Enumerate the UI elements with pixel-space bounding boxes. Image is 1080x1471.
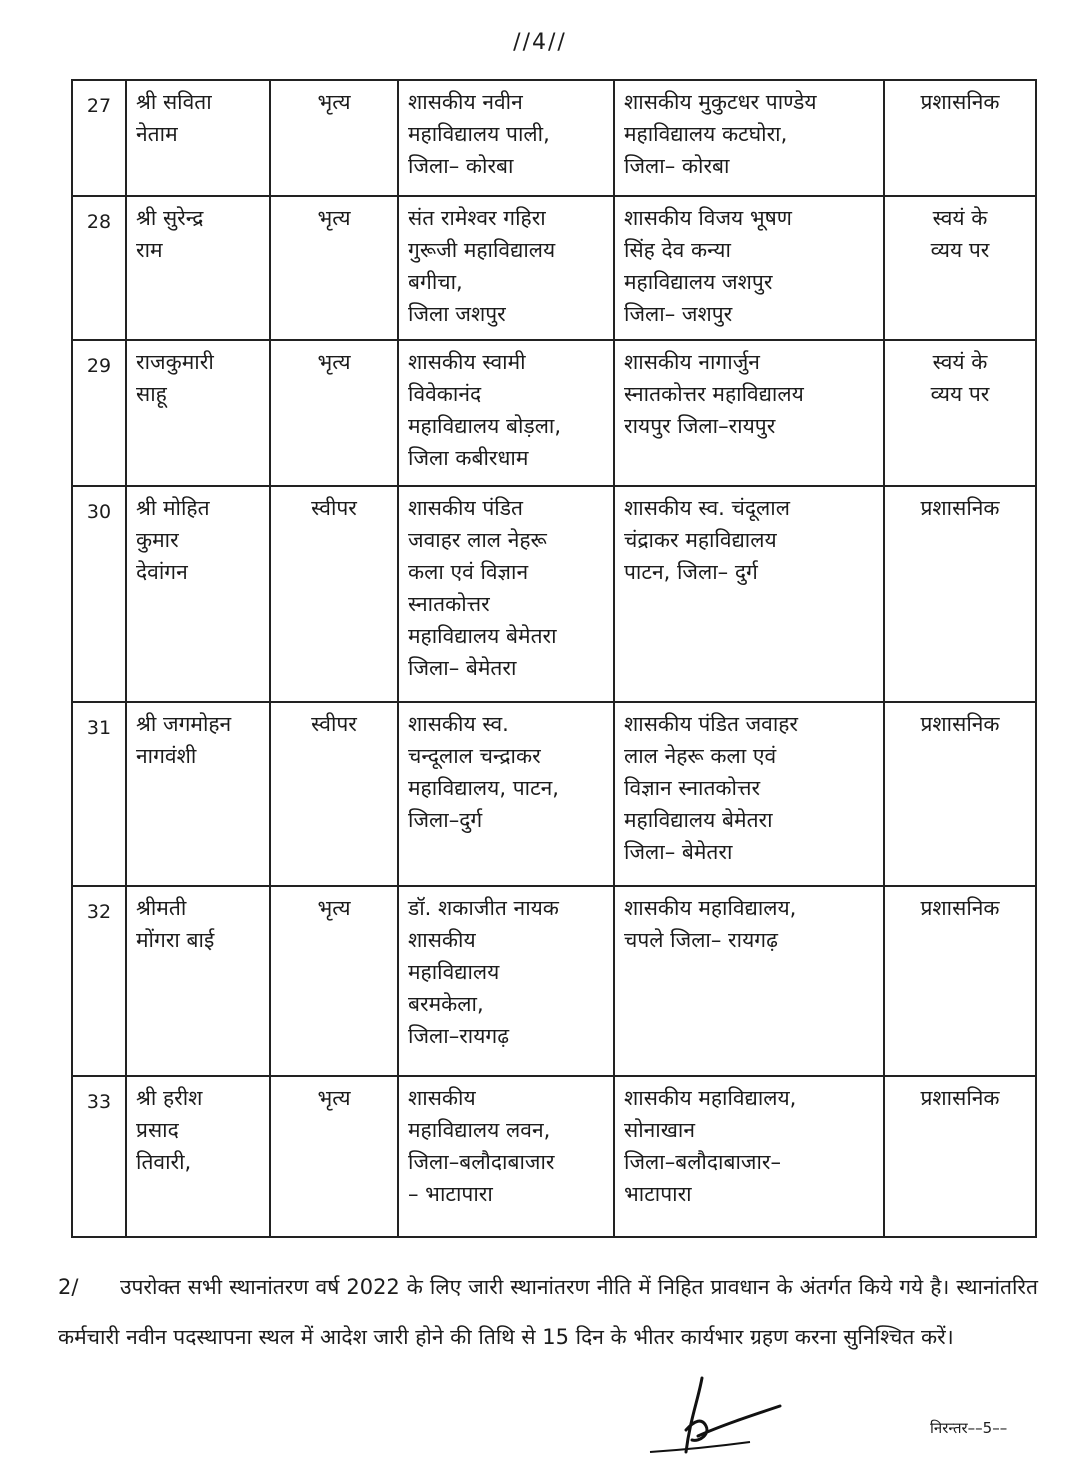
table-column-border <box>71 80 73 1237</box>
table-row-border <box>71 79 1037 81</box>
table-cell-from: शासकीय स्व. चन्दूलाल चन्द्राकर महाविद्यालय, पाटन, जिला–दुर्ग <box>408 712 559 832</box>
table-cell-name: श्री सुरेन्द्र राम <box>136 206 204 262</box>
table-cell-post: स्वीपर <box>311 496 357 520</box>
table-column-border <box>269 80 271 1237</box>
table-cell-name: राजकुमारी साहू <box>136 350 214 406</box>
table-cell-serial: 32 <box>86 901 112 923</box>
table-cell-serial: 31 <box>86 717 112 739</box>
table-cell-reason: प्रशासनिक <box>920 496 1000 520</box>
table-cell-name: श्री जगमोहन नागवंशी <box>136 712 232 768</box>
table-cell-name: श्रीमती मोंगरा बाई <box>136 896 215 952</box>
table-cell-name: श्री सविता नेताम <box>136 90 212 146</box>
table-cell-from: शासकीय स्वामी विवेकानंद महाविद्यालय बोड़ला, जिला कबीरधाम <box>408 350 562 470</box>
table-column-border <box>883 80 885 1237</box>
table-cell-reason: प्रशासनिक <box>920 896 1000 920</box>
table-cell-post: भृत्य <box>317 206 351 230</box>
table-cell-post: भृत्य <box>317 350 351 374</box>
order-paragraph <box>58 1262 1038 1362</box>
table-cell-reason: प्रशासनिक <box>920 90 1000 114</box>
table-row-border <box>71 701 1037 703</box>
table-cell-to: शासकीय विजय भूषण सिंह देव कन्या महाविद्यालय जशपुर जिला– जशपुर <box>624 206 792 326</box>
table-cell-post: स्वीपर <box>311 712 357 736</box>
table-cell-to: शासकीय महाविद्यालय, सोनाखान जिला–बलौदाबाजार– भाटापारा <box>624 1086 797 1206</box>
table-row-border <box>71 1236 1037 1238</box>
paragraph-text: उपरोक्त सभी स्थानांतरण वर्ष 2022 के लिए जारी स्थानांतरण नीति में निहित प्रावधान के अंतर्गत किये गये है। स्थानांतरित कर्मचारी नवीन पदस्थापना स्थल में आदेश जारी होने की तिथि से 15 दिन के भीतर कार्यभार ग्रहण करना सुनिश्चित करें। <box>58 1275 1038 1349</box>
table-cell-post: भृत्य <box>317 90 351 114</box>
table-cell-reason: प्रशासनिक <box>920 712 1000 736</box>
table-cell-reason: स्वयं के व्यय पर <box>930 350 990 406</box>
table-cell-post: भृत्य <box>317 1086 351 1110</box>
table-cell-to: शासकीय मुकुटधर पाण्डेय महाविद्यालय कटघोरा, जिला– कोरबा <box>624 90 817 178</box>
table-row-border <box>71 339 1037 341</box>
table-cell-from: शासकीय नवीन महाविद्यालय पाली, जिला– कोरबा <box>408 90 550 178</box>
table-cell-to: शासकीय स्व. चंदूलाल चंद्राकर महाविद्यालय पाटन, जिला– दुर्ग <box>624 496 790 584</box>
table-cell-serial: 33 <box>86 1091 112 1113</box>
table-cell-serial: 28 <box>86 211 112 233</box>
table-cell-to: शासकीय पंडित जवाहर लाल नेहरू कला एवं विज्ञान स्नातकोत्तर महाविद्यालय बेमेतरा जिला– बेमेतरा <box>624 712 799 864</box>
paragraph-number: 2/ <box>58 1275 79 1299</box>
table-row-border <box>71 195 1037 197</box>
table-cell-from: शासकीय महाविद्यालय लवन, जिला–बलौदाबाजार – भाटापारा <box>408 1086 555 1206</box>
signature-image <box>640 1360 790 1460</box>
table-cell-serial: 30 <box>86 501 112 523</box>
table-cell-to: शासकीय नागार्जुन स्नातकोत्तर महाविद्यालय रायपुर जिला–रायपुर <box>624 350 804 438</box>
table-cell-reason: स्वयं के व्यय पर <box>930 206 990 262</box>
table-cell-from: संत रामेश्वर गहिरा गुरूजी महाविद्यालय बगीचा, जिला जशपुर <box>408 206 556 326</box>
continuation-note: निरन्तर––5–– <box>930 1419 1008 1437</box>
table-cell-name: श्री हरीश प्रसाद तिवारी, <box>136 1086 203 1174</box>
table-cell-from: डॉ. शकाजीत नायक शासकीय महाविद्यालय बरमकेला, जिला–रायगढ़ <box>408 896 559 1048</box>
table-cell-from: शासकीय पंडित जवाहर लाल नेहरू कला एवं विज्ञान स्नातकोत्तर महाविद्यालय बेमेतरा जिला– बेमेतरा <box>408 496 557 680</box>
table-cell-to: शासकीय महाविद्यालय, चपले जिला– रायगढ़ <box>624 896 797 952</box>
table-row-border <box>71 885 1037 887</box>
table-column-border <box>613 80 615 1237</box>
table-column-border <box>1035 80 1037 1237</box>
table-cell-post: भृत्य <box>317 896 351 920</box>
table-row-border <box>71 485 1037 487</box>
table-cell-serial: 27 <box>86 95 112 117</box>
table-column-border <box>125 80 127 1237</box>
table-cell-reason: प्रशासनिक <box>920 1086 1000 1110</box>
table-cell-serial: 29 <box>86 355 112 377</box>
table-column-border <box>397 80 399 1237</box>
page-number: //4// <box>513 30 567 55</box>
table-row-border <box>71 1075 1037 1077</box>
table-cell-name: श्री मोहित कुमार देवांगन <box>136 496 210 584</box>
